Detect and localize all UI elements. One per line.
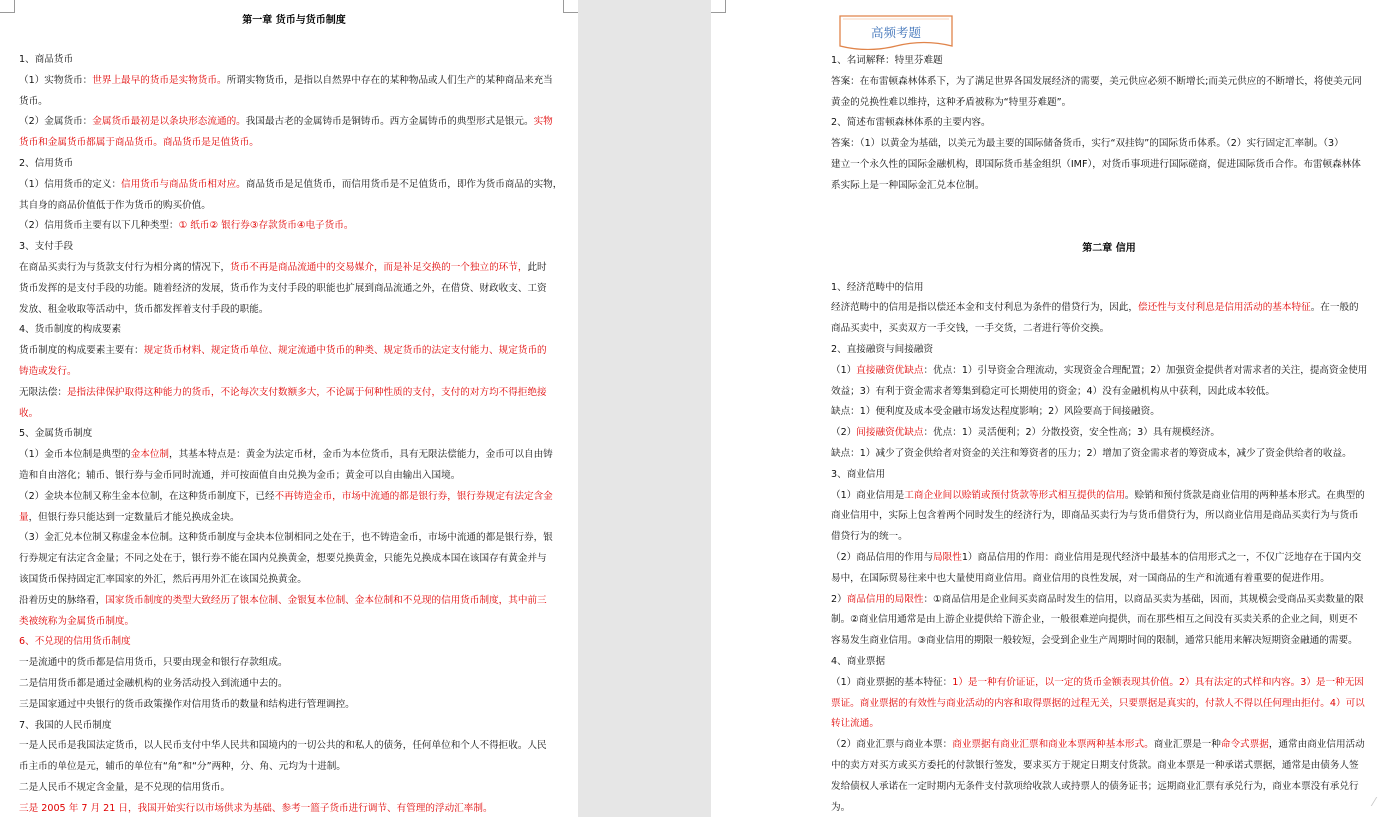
- text-line: [19, 445, 569, 466]
- text-line: [19, 466, 569, 487]
- text-line: [831, 673, 1387, 694]
- text-line: [19, 341, 569, 362]
- text-line: [19, 258, 569, 279]
- text-line: [831, 444, 1387, 465]
- text-line: [831, 694, 1387, 715]
- text-line: [831, 756, 1387, 777]
- body-text: 3、商业信用: [831, 468, 886, 480]
- text-line: [831, 382, 1387, 403]
- body-text: 易中，在国际贸易往来中也大量使用商业信用。商业信用的良性发展，对一国商品的生产和流通有着重要的促进作用。: [831, 572, 1330, 584]
- body-text: 2、信用货币: [19, 157, 74, 169]
- body-text: ，其基本特点是：黄金为法定币材，金币为本位货币，具有无限法偿能力，金币可以自由铸: [169, 449, 553, 461]
- body-text: 经济范畴中的信用是指以偿还本金和支付利息为条件的借贷行为，因此，: [831, 302, 1138, 314]
- emphasis-text: 转让流通。: [831, 718, 879, 730]
- body-text: 其自身的商品价值低于作为货币的购买价值。: [19, 199, 211, 211]
- emphasis-text: 实物: [533, 116, 553, 128]
- body-text: ：①商品信用是企业间买卖商品时发生的信用，以商品买卖为基础，因而，其规模会受商品买卖数量的限: [923, 593, 1364, 605]
- body-text: 发给债权人承诺在一定时期内无条件支付款项给收款人或持票人的债务证书；远期商业汇票有承兑行为，商业本票没有承兑行: [831, 780, 1359, 792]
- crop-mark-top-right: [563, 0, 578, 13]
- body-text: 沿着历史的脉络看，: [19, 594, 106, 606]
- body-text: 4、货币制度的构成要素: [19, 324, 122, 336]
- text-line: [831, 569, 1387, 590]
- emphasis-text: 工商企业间以赊销或预付货款等形式相互提供的信用: [904, 489, 1125, 501]
- emphasis-text: 商品信用的局限性: [846, 593, 924, 605]
- body-text: 二是信用货币都是通过金融机构的业务活动投入到流通中去的。: [19, 677, 288, 689]
- body-text: 3、支付手段: [19, 241, 74, 253]
- text-line: [831, 278, 1387, 299]
- text-line: [19, 383, 569, 404]
- body-text: 缺点：1）便利度及成本受金融市场发达程度影响；2）风险要高于间接融资。: [831, 406, 1160, 418]
- text-line: [831, 361, 1387, 382]
- text-line: [19, 570, 569, 591]
- crop-mark-top-left: [711, 0, 726, 13]
- text-line: [831, 72, 1387, 93]
- body-text: （1）: [831, 364, 857, 376]
- document-page-right: [711, 0, 1387, 817]
- body-text: 答案：在布雷顿森林体系下，为了满足世界各国发展经济的需要，美元供应必须不断增长;而美元供应的不断增长，将使美元同: [831, 75, 1362, 87]
- text-line: [831, 610, 1387, 631]
- text-line: [19, 612, 569, 633]
- emphasis-text: 货币不再是商品流通中的交易媒介，而是补足交换的一个独立的环节，: [230, 261, 528, 273]
- text-line: [19, 404, 569, 425]
- body-text: 效益；3）有利于资金需求者筹集到稳定可长期使用的资金；4）没有金融机构从中获利，因此成本较低。: [831, 385, 1275, 397]
- body-text: 中的卖方对买方或买方委托的付款银行签发，要求买方于规定日期支付货款。商业本票是一种承诺式票据，通常是由债务人签: [831, 759, 1359, 771]
- text-line: [19, 362, 569, 383]
- body-text: 答案：（1）以黄金为基础，以美元为最主要的国际储备货币，实行“双挂钩”的国际货币体系。（2）实行固定汇率制。（3）: [831, 138, 1344, 150]
- text-line: [19, 216, 569, 237]
- body-text: （2）: [831, 427, 857, 439]
- text-line: [831, 714, 1387, 735]
- text-line: [831, 548, 1387, 569]
- text-line: [831, 631, 1387, 652]
- chapter-title: 第二章 信用: [1082, 242, 1136, 254]
- body-text: ：优点：1）引导资金合理流动，实现资金合理配置；2）加强资金提供者对需求者的关注，提高资金使用: [923, 364, 1368, 376]
- body-text: 商品货币是足值货币，而信用货币是不足值货币，即作为货币商品的实物，: [245, 178, 563, 190]
- text-line: [831, 423, 1387, 444]
- text-line: [831, 652, 1387, 673]
- emphasis-text: 间接融资优缺点: [856, 427, 924, 439]
- body-text: ：优点：1）灵活便利；2）分散投资，安全性高；3）具有规模经济。: [923, 427, 1220, 439]
- text-line: [831, 298, 1387, 319]
- body-text: （1）商业票据的基本特征：: [831, 676, 953, 688]
- emphasis-text: 收。: [19, 407, 39, 419]
- text-line: [19, 424, 569, 445]
- body-text: 1）商品信用的作用：商业信用是现代经济中最基本的信用形式之一，不仅广泛地存在于国内交: [961, 551, 1362, 563]
- emphasis-text: 商业票据有商业汇票和商业本票两种基本形式。: [952, 739, 1154, 751]
- text-line: [19, 508, 569, 529]
- body-text: 货币发挥的是支付手段的功能。随着经济的发展，货币作为支付手段的职能也扩展到商品流通之外，在借贷、财政收支、工资: [19, 282, 547, 294]
- emphasis-text: 规定货币材料、规定货币单位、规定流通中货币的种类、规定货币的法定支付能力、规定货币的: [143, 345, 547, 357]
- emphasis-text: 量: [19, 511, 29, 523]
- body-text: 三是国家通过中央银行的货币政策操作对信用货币的数量和结构进行管理调控。: [19, 698, 355, 710]
- body-text: （2）商品信用的作用与: [831, 551, 934, 563]
- body-text: 造和自由溶化；辅币、银行券与金币同时流通，并可按面值自由兑换为金币；黄金可以自由输出入国境。: [19, 469, 461, 481]
- text-line: [831, 340, 1387, 361]
- text-line: [831, 134, 1387, 155]
- emphasis-text: 世界上最早的货币是实物货币。: [92, 74, 227, 86]
- text-line: [19, 632, 569, 653]
- text-line: [19, 50, 569, 71]
- body-text: 。在一般的: [1310, 302, 1359, 314]
- body-text: 7、我国的人民币制度: [19, 719, 112, 731]
- text-line: [19, 175, 569, 196]
- text-line: [19, 778, 569, 799]
- text-line: [19, 320, 569, 341]
- text-line: [831, 176, 1387, 197]
- emphasis-text: 货币和金属货币都属于商品货币。商品货币是足值货币。: [19, 137, 259, 149]
- body-text: 发放、租金收取等活动中，货币都发挥着支付手段的职能。: [19, 303, 269, 315]
- document-page-left: [0, 0, 578, 817]
- body-text: 1、名词解释：特里芬难题: [831, 55, 943, 66]
- body-text: （1）商业信用是: [831, 489, 905, 501]
- body-text: 1、商品货币: [19, 54, 74, 65]
- text-line: [831, 402, 1387, 423]
- text-line: [19, 154, 569, 175]
- text-line: [831, 51, 1387, 72]
- body-text: 2、直接融资与间接融资: [831, 343, 934, 355]
- page-body: [831, 278, 1387, 817]
- emphasis-text: 类被统称为金属货币制度。: [19, 615, 135, 627]
- body-text: 为。: [831, 801, 851, 813]
- emphasis-text: 1）是一种有价证证，以一定的货币金额表现其价值。2）具有法定的式样和内容。3）是一种无因: [952, 676, 1364, 688]
- text-line: [831, 527, 1387, 548]
- text-line: [19, 487, 569, 508]
- body-text: 货币制度的构成要素主要有：: [19, 345, 144, 357]
- high-frequency-badge: [838, 13, 954, 50]
- body-text: ，通常由商业信用活动: [1268, 739, 1365, 751]
- body-text: 商品买卖中，买卖双方一手交钱，一手交货，二者进行等价交换。: [831, 323, 1110, 335]
- emphasis-text: 6、不兑现的信用货币制度: [19, 636, 131, 648]
- text-line: [19, 799, 569, 817]
- text-line: [19, 279, 569, 300]
- body-text: 商业汇票是一种: [1153, 739, 1221, 751]
- text-line: [19, 653, 569, 674]
- body-text: （1）实物货币：: [19, 74, 93, 86]
- text-line: [831, 486, 1387, 507]
- text-line: [19, 736, 569, 757]
- body-text: 一是人民币是我国法定货币，以人民币支付中华人民共和国境内的一切公共的和私人的债务，任何单位和个人不得拒收。人民: [19, 740, 547, 752]
- body-text: 5、金属货币制度: [19, 428, 93, 440]
- text-line: [19, 716, 569, 737]
- body-text: 2、简述布雷顿森林体系的主要内容。: [831, 117, 991, 129]
- body-text: （2）商业汇票与商业本票：: [831, 739, 953, 751]
- body-text: （2）金属货币：: [19, 116, 93, 128]
- body-text: 行券规定有法定含金量；不同之处在于，银行券不能在国内兑换黄金，想要兑换黄金，只能先兑换成本国在该国存有黄金并与: [19, 553, 547, 565]
- text-line: [19, 300, 569, 321]
- badge-label: 高频考题: [870, 25, 921, 40]
- emphasis-text: 三是 2005 年 7 月 21 日，我国开始实行以市场供求为基础、参考一篮子货币进行调节、有管理的浮动汇率制。: [19, 802, 493, 814]
- text-line: [831, 465, 1387, 486]
- text-line: [831, 155, 1387, 176]
- exam-questions: [831, 51, 1387, 197]
- page-body: [19, 50, 569, 817]
- body-text: 4、商业票据: [831, 655, 886, 667]
- body-text: 我国最古老的金属铸币是铜铸币。西方金属铸币的典型形式是银元。: [245, 116, 534, 128]
- text-line: [19, 549, 569, 570]
- text-line: [19, 71, 569, 92]
- text-line: [19, 133, 569, 154]
- body-text: 建立一个永久性的国际金融机构，即国际货币基金组织（IMF），对货币事项进行国际磋商，促进国际货币合作。布雷顿森林体: [831, 158, 1361, 170]
- text-line: [831, 735, 1387, 756]
- emphasis-text: 直接融资优缺点: [856, 364, 924, 376]
- body-text: 黄金的兑换性难以维持，这种矛盾被称为“特里芬难题”。: [831, 96, 1072, 108]
- body-text: （3）金汇兑本位制又称虚金本位制。这种货币制度与金块本位制相同之处在于，也不铸造金币，市场中流通的都是银行券，银: [19, 532, 553, 544]
- body-text: 1、经济范畴中的信用: [831, 281, 924, 293]
- text-line: [19, 196, 569, 217]
- emphasis-text: 偿还性与支付利息是信用活动的基本特征: [1138, 302, 1311, 314]
- emphasis-text: 局限性: [933, 551, 962, 563]
- text-line: [831, 777, 1387, 798]
- crop-mark-top-left: [0, 0, 15, 13]
- body-text: （2）信用货币主要有以下几种类型：: [19, 220, 179, 232]
- emphasis-text: 金属货币最初是以条块形态流通的。: [92, 116, 246, 128]
- body-text: 缺点：1）减少了资金供给者对资金的关注和筹资者的压力；2）增加了资金需求者的筹资成本，减少了资金供给者的收益。: [831, 447, 1352, 459]
- text-line: [19, 528, 569, 549]
- body-text: 借贷行为的统一。: [831, 531, 908, 543]
- emphasis-text: 铸造或发行。: [19, 365, 77, 377]
- emphasis-text: 是指法律保护取得这种能力的货币，不论每次支付数额多大，不论属于何种性质的支付，支付的对方均不得拒绝接: [66, 386, 547, 398]
- text-line: [19, 674, 569, 695]
- body-text: 在商品买卖行为与货款支付行为相分离的情况下，: [19, 261, 231, 273]
- body-text: 容易发生商业信用。③商业信用的期限一般较短，会受到企业生产周期时间的限制，通常只能用来解决短期资金融通的需要。: [831, 635, 1358, 647]
- body-text: 该国货币保持固定汇率国家的外汇，然后再用外汇在该国兑换黄金。: [19, 573, 307, 585]
- emphasis-text: 不再铸造金币，市场中流通的都是银行券，银行券规定有法定含金: [274, 490, 553, 502]
- body-text: 系实际上是一种国际金汇兑本位制。: [831, 179, 985, 191]
- emphasis-text: ① 纸币② 银行券③存款货币④电子货币。: [178, 220, 354, 232]
- body-text: ，但银行券只能达到一定数量后才能兑换成金块。: [28, 511, 240, 523]
- body-text: 无限法偿：: [19, 386, 67, 398]
- body-text: 制。②商业信用通常是由上游企业提供给下游企业，一般很难逆向提供，而在那些相互之间没有买卖关系的企业之间，则更不: [831, 614, 1358, 626]
- text-line: [831, 93, 1387, 114]
- text-line: [19, 695, 569, 716]
- body-text: 一是流通中的货币都是信用货币，只要由现金和银行存款组成。: [19, 657, 288, 669]
- emphasis-text: 票证。商业票据的有效性与商业活动的内容和取得票据的过程无关，只要票据是真实的，付款人不得以任何理由拒付。4）可以: [831, 697, 1365, 709]
- body-text: 此时: [527, 261, 547, 273]
- text-line: [831, 506, 1387, 527]
- emphasis-text: 信用货币与商品货币相对应。: [121, 178, 246, 190]
- body-text: 商业信用中，实际上包含着两个同时发生的经济行为，即商品买卖行为与货币借贷行为，所以商业信用是商品买卖行为与货币: [831, 510, 1359, 522]
- text-line: [831, 798, 1387, 817]
- text-line: [831, 113, 1387, 134]
- text-line: [831, 319, 1387, 340]
- chapter-title: 第一章 货币与货币制度: [242, 15, 346, 26]
- text-line: [831, 590, 1387, 611]
- body-text: 。赊销和预付货款是商业信用的两种基本形式。在典型的: [1124, 489, 1365, 501]
- body-text: 二是人民币不规定含金量，是不兑现的信用货币。: [19, 781, 231, 793]
- body-text: 所谓实物货币，是指以自然界中存在的某种物品或人们生产的某种商品来充当: [226, 74, 553, 86]
- emphasis-text: 命令式票据: [1220, 739, 1269, 751]
- body-text: 2）: [831, 593, 847, 605]
- body-text: （1）信用货币的定义：: [19, 178, 122, 190]
- text-line: [19, 237, 569, 258]
- emphasis-text: 国家货币制度的类型大致经历了银本位制、金银复本位制、金本位制和不兑现的信用货币制度，其中前三: [105, 594, 547, 606]
- text-line: [19, 92, 569, 113]
- body-text: （1）金币本位制是典型的: [19, 449, 131, 461]
- text-line: [19, 591, 569, 612]
- body-text: （2）金块本位制又称生金本位制，在这种货币制度下，已经: [19, 490, 275, 502]
- scroll-indicator-icon: ⁄: [1373, 795, 1376, 809]
- body-text: 货币。: [19, 95, 48, 107]
- text-line: [19, 112, 569, 133]
- text-line: [19, 757, 569, 778]
- body-text: 币主币的单位是元，辅币的单位有“角”和“分”两种，分、角、元均为十进制。: [19, 761, 346, 773]
- emphasis-text: 金本位制: [130, 449, 170, 461]
